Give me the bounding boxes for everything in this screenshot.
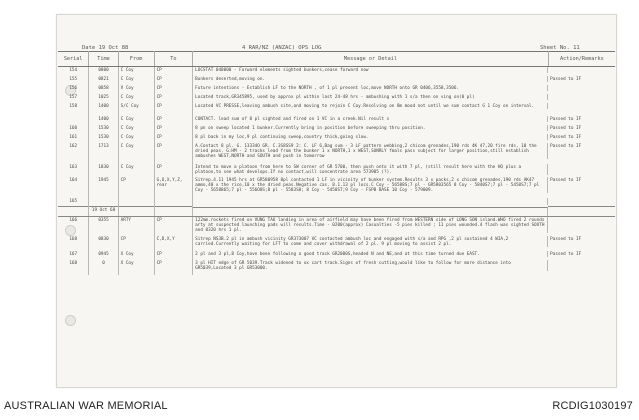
table-row bbox=[58, 67, 615, 76]
col-serial: Serial bbox=[58, 52, 89, 67]
punch-hole bbox=[65, 315, 76, 326]
cell-serial: 158 bbox=[58, 103, 89, 116]
cell-serial: 162 bbox=[58, 143, 89, 164]
cell-time: 1400 bbox=[89, 116, 118, 125]
cell-from: CP bbox=[118, 177, 154, 198]
cell-time: 1945 bbox=[89, 177, 118, 198]
col-message: Message or Detail bbox=[193, 52, 549, 67]
cell-to: CP bbox=[154, 116, 193, 125]
cell-from: S/C Coy bbox=[118, 103, 154, 116]
cell-message: Sitrep.4.11 1945 hrs at GR580958 8pl contacted 1 LF in vicinity of bunker system.Results 3 x packs,2 x chicom grenades,190 rds AK47 ammo,40 x the rice,10 x the dried peas.Negative cas. 8.1.13 pl locs.C Coy - 56588S;7 pl - GR5803565 8 Coy - 5840S7;7 pl - 5450S7;7 pl Coy - 5658865;7 pl - 556O8S;8 pl - 5583S8; 8 Coy - 5450S7;9 Coy - FSPB BASE 10 Coy - 579009. bbox=[193, 177, 548, 193]
cell-serial bbox=[58, 207, 89, 217]
cell-serial: 163 bbox=[58, 164, 89, 177]
cell-time: 0945 bbox=[89, 251, 118, 260]
col-action: Action/Remarks bbox=[548, 52, 615, 67]
cell-time: 0858 bbox=[89, 85, 118, 94]
cell-from: ARTY bbox=[118, 217, 154, 236]
table-row bbox=[58, 94, 615, 103]
cell-from: C Coy bbox=[118, 94, 154, 103]
cell-from: CP bbox=[118, 236, 154, 251]
cell-serial: 160 bbox=[58, 125, 89, 134]
cell-to: CP bbox=[154, 134, 193, 143]
cell-time: 0800 bbox=[89, 67, 118, 76]
cell-time: 1830 bbox=[89, 164, 118, 177]
footer-record-id: RCDIG1030197 bbox=[552, 400, 633, 412]
cell-time: 1400 bbox=[89, 103, 118, 116]
table-row bbox=[58, 260, 615, 275]
table-row bbox=[58, 76, 615, 85]
log-title: 4 RAR/NZ (ANZAC) OPS LOG bbox=[242, 45, 322, 51]
cell-to: CP bbox=[154, 251, 193, 260]
cell-from: C Coy bbox=[118, 116, 154, 125]
cell-to: G,O,X,Y,Z, rear bbox=[154, 177, 193, 198]
cell-message bbox=[193, 207, 548, 217]
ops-log-table bbox=[58, 51, 615, 275]
cell-from: C Coy bbox=[118, 143, 154, 164]
cell-time: 1025 bbox=[89, 94, 118, 103]
cell-to: CP bbox=[154, 143, 193, 164]
cell-serial: 156 bbox=[58, 85, 89, 94]
cell-message bbox=[193, 198, 548, 205]
cell-from: C Coy bbox=[118, 125, 154, 134]
cell-from: C Coy bbox=[118, 76, 154, 85]
table-row bbox=[58, 164, 615, 177]
cell-message: 122mm.rockets fired on VUNG TAU landing in area of airfield may have been fired from WESTERN side of LONG SON island.WHO fired 2 rounds arty at suspected launching pads will results.Time - 0200(approx) Casualties -5 pies killed ; 11 pies wounded.4 flash was sighted SOUTH and 0320 hrs 1 pl. bbox=[193, 217, 548, 233]
cell-to bbox=[154, 207, 193, 217]
cell-from bbox=[118, 198, 154, 207]
cell-time: 0830 bbox=[89, 236, 118, 251]
table-row bbox=[58, 207, 615, 217]
cell-to: CP bbox=[154, 85, 193, 94]
cell-action: Passed to IF bbox=[550, 116, 582, 122]
table-row bbox=[58, 251, 615, 260]
cell-serial: 168 bbox=[58, 236, 89, 251]
cell-to: CP bbox=[154, 76, 193, 85]
cell-action: Passed to IF bbox=[550, 143, 582, 149]
cell-to: C,D,X,Y bbox=[154, 236, 193, 251]
cell-time: 0 bbox=[89, 260, 118, 275]
cell-from: X Coy bbox=[118, 251, 154, 260]
cell-message: 8 pl back in my loc,9 pl continuing sweep,country thick,going slow. bbox=[193, 134, 548, 140]
cell-from: C Coy bbox=[118, 134, 154, 143]
cell-from: C Coy bbox=[118, 67, 154, 76]
cell-to: CP bbox=[154, 217, 193, 236]
cell-action: Passed to IF bbox=[550, 177, 582, 183]
cell-to bbox=[154, 198, 193, 207]
cell-message: Sitrep NS3B.2 pl in ambush vicinity GR373007 VC contacted ambush loc and engaged with s/a and RPG ,2 pl sustained 4 WIA,2 carried.Currently waiting for LFT to come and cover withdrawal of 2 pl. 9 pl moving to assist 2 pl. bbox=[193, 236, 548, 247]
table-row bbox=[58, 217, 615, 236]
cell-serial: 157 bbox=[58, 94, 89, 103]
cell-message: 2 pl and 3 pl,8 Coy,have been following a good track GR2000S,headed N and NE,and at this time turned due EAST. bbox=[193, 251, 548, 257]
cell-serial: 167 bbox=[58, 251, 89, 260]
table-row bbox=[58, 143, 615, 164]
sheet-label: Sheet No. bbox=[540, 45, 570, 51]
cell-message: 8 pn on sweep located 1 bunker.Currently bring in position before sweeping thru position. bbox=[193, 125, 548, 131]
cell-serial: 161 bbox=[58, 134, 89, 143]
table-row bbox=[58, 116, 615, 125]
cell-message: LOCSTAT 048000 - Forward elements sighted bunkers,cease forward now bbox=[193, 67, 548, 73]
col-to: To bbox=[154, 52, 193, 67]
cell-to: CP bbox=[154, 103, 193, 116]
cell-time bbox=[89, 198, 118, 207]
cell-from bbox=[118, 207, 154, 217]
cell-action: Passed to IF bbox=[550, 76, 582, 82]
cell-action bbox=[548, 85, 615, 94]
cell-action bbox=[548, 207, 615, 217]
cell-serial: 155 bbox=[58, 76, 89, 85]
cell-message: Intend to move a platoon from here to SW corner of GR 5700, then push onto it with 7 pl, (still result here with the HQ plus a platoon,to see what develops.If no contact,will concentrate area 573905 (?). bbox=[193, 164, 548, 175]
cell-message: Future intentions - Establish LF to the NORTH , of 1 pl present loc,move NORTH onto GR 0406,3558,3506. bbox=[193, 85, 548, 91]
cell-time: 1530 bbox=[89, 134, 118, 143]
cell-message: Bunkers deserted,moving on. bbox=[193, 76, 548, 82]
cell-action bbox=[548, 67, 615, 76]
cell-action bbox=[548, 217, 615, 236]
cell-serial: 164 bbox=[58, 177, 89, 198]
cell-to: CP bbox=[154, 164, 193, 177]
cell-time: 1530 bbox=[89, 125, 118, 134]
footer-archive-name: AUSTRALIAN WAR MEMORIAL bbox=[4, 400, 168, 412]
sheet-value: 11 bbox=[573, 45, 597, 52]
cell-action bbox=[548, 260, 615, 275]
cell-action bbox=[548, 103, 615, 116]
cell-time: 1713 bbox=[89, 143, 118, 164]
cell-action: Passed to IF bbox=[550, 134, 582, 140]
cell-time: 0355 bbox=[89, 217, 118, 236]
cell-action: Passed to IF bbox=[550, 251, 582, 257]
cell-message: CONTACT. lead sum of 8 pl sighted and fired on 1 VC in a creek.Nil result s bbox=[193, 116, 548, 122]
cell-serial: 166 bbox=[58, 217, 89, 236]
table-row bbox=[58, 85, 615, 94]
table-row bbox=[58, 236, 615, 251]
table-body bbox=[58, 67, 615, 275]
cell-to: CP bbox=[154, 94, 193, 103]
cell-message: Located track,GR345895, used by approx pl within last 24-48 hrs - ambushing with 1 s/a then on ving on(0 pl) bbox=[193, 94, 548, 100]
table-row bbox=[58, 177, 615, 198]
cell-message: A.Contact 8 pl. G. 13334O GR. C.3S8SS9 2: C. LF 6,Bag sum - 3 LF pattern webbing,2 chicom grenades,190 rds 4K 47,20 fire rds, 10 the dried peas. G.HM - 2 tracks lead from the bunker 1 x NORTH,1 x WEST,SUNRLY fmals pass subject for larger position,still establish ambushes WEST,NORTH and SOUTH and push in tomorrow bbox=[193, 143, 548, 159]
cell-to: CP bbox=[154, 67, 193, 76]
cell-action bbox=[548, 94, 615, 103]
col-time: Time bbox=[89, 52, 118, 67]
table-row bbox=[58, 103, 615, 116]
date-value: 19 Oct 88 bbox=[98, 45, 129, 51]
cell-serial: 165 bbox=[58, 198, 89, 207]
table-header-row bbox=[58, 52, 615, 67]
table-row bbox=[58, 134, 615, 143]
cell-from: V Coy bbox=[118, 85, 154, 94]
cell-from: C Coy bbox=[118, 164, 154, 177]
date-label: Date bbox=[82, 45, 96, 51]
col-from: From bbox=[118, 52, 154, 67]
table-row bbox=[58, 125, 615, 134]
cell-from: X Coy bbox=[118, 260, 154, 275]
cell-action bbox=[548, 164, 615, 177]
table-row bbox=[58, 198, 615, 207]
cell-action: Passed to IF bbox=[550, 236, 582, 242]
cell-message: 3 pl HIT edge of GR 5039.Track widened to ox cart track.Signs of fresh cutting,would like to follow for more distance into GR5039,Located 3 pl GR53000. bbox=[193, 260, 548, 271]
cell-serial: 168 bbox=[58, 260, 89, 275]
cell-time: 0821 bbox=[89, 76, 118, 85]
cell-action bbox=[548, 198, 615, 207]
cell-action: Passed to IF bbox=[550, 125, 582, 131]
cell-message: Located VC PRESSE,leaving ambush site,and moving to rejoin C Coy.Resolving on 8m mood not until we sum contact G 1 Coy on interval. bbox=[193, 103, 548, 109]
cell-to: CP bbox=[154, 125, 193, 134]
cell-serial bbox=[58, 116, 89, 125]
cell-time: 19 Oct 68 bbox=[89, 207, 118, 217]
cell-serial: 154 bbox=[58, 67, 89, 76]
cell-to: CP bbox=[154, 260, 193, 275]
